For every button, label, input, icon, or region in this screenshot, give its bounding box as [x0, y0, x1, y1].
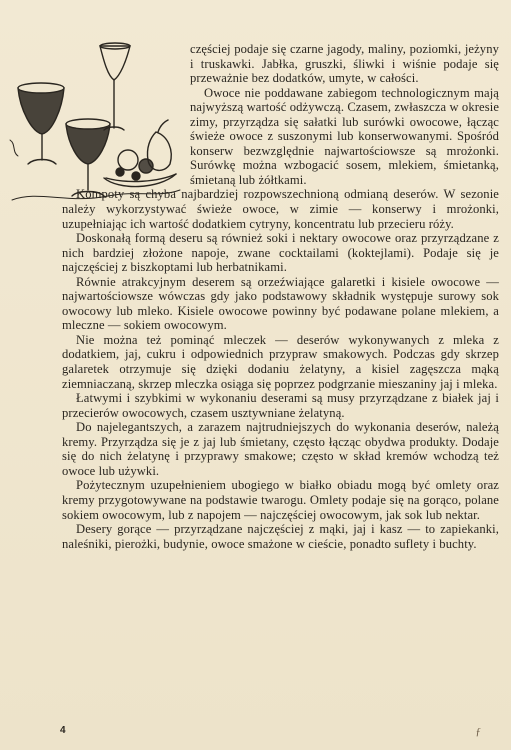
paragraph: Kompoty są chyba najbardziej rozpowszechnioną odmianą deserów. W sezonie należy wykorzystywać świeże owoce, w zimie — konserwy i mrożonki, uzupełniając ich wartość dodatkiem cytryny, koncentratu lub przecieru róży.	[62, 187, 499, 231]
paragraph: Owoce nie poddawane zabiegom technologicznym mają najwyższą wartość odżywczą. Czasem, zwłaszcza w okresie zimy, przyrządza się sałatki lub surówki owocowe, łącząc świeże owoce z suszonymi lub konserwowanymi. Spośród konserw bezwzględnie najwartościowsze są mrożonki. Surówkę można wzbogacić sosem, mlekiem, śmietanką, śmietaną lub żółtkami.	[190, 85, 500, 187]
paragraph: Równie atrakcyjnym deserem są orzeźwiające galaretki i kisiele owocowe — najwartościowsze wówczas gdy jako podstawowy składnik występuje surowy sok owocowy lub mleko. Kisiele owocowe powinny być podawane polane mlekiem, a mleczne — sokiem owocowym.	[62, 274, 499, 333]
text-beside-illustration	[190, 42, 499, 187]
page-number: 4	[60, 725, 66, 736]
paragraph: Nie można też pominąć mleczek — deserów wykonywanych z mleka z dodatkiem, jaj, cukru i odpowiednich przypraw smakowych. Podczas gdy skrzep galaretek otrzymuje się dzięki dodaniu żelatyny, a kisiel zagęszcza mąką ziemniaczaną, skrzep mleczka osiąga się poprzez podgrzanie mieszaniny jaj i mleka.	[62, 332, 499, 391]
paragraph: Łatwymi i szybkimi w wykonaniu deserami są musy przyrządzane z białek jaj i przecierów owocowych, czasem usztywniane żelatyną.	[62, 391, 499, 420]
body-text	[62, 42, 499, 551]
paragraph: Do najelegantszych, a zarazem najtrudniejszych do wykonania deserów, należą kremy. Przyrządza się je z jaj lub śmietany, często łącząc obydwa produkty. Dodaje się do nich żelatynę i przyprawy smakowe; często w skład kremów wchodzą też owoce lub używki.	[62, 420, 499, 478]
paragraph: Desery gorące — przyrządzane najczęściej z mąki, jaj i kasz — to zapiekanki, naleśniki, pierożki, budynie, owoce smażone w cieście, ponadto suflety i buchty.	[62, 522, 499, 551]
paragraph: Pożytecznym uzupełnieniem ubogiego w białko obiadu mogą być omlety oraz kremy przygotowywane na podstawie twarogu. Omlety podaje się na gorąco, polane sokiem owocowym, lub z napojem — najczęściej owocowym, jak sok lub nektar.	[62, 478, 499, 522]
corner-mark: ƒ	[475, 726, 481, 738]
paragraph: częściej podaje się czarne jagody, maliny, poziomki, jeżyny i truskawki. Jabłka, gruszki, śliwki i wiśnie podaje się przeważnie bez dodatków, umyte, w całości.	[190, 42, 499, 86]
paragraph: Doskonałą formą deseru są również soki i nektary owocowe oraz przyrządzane z nich bardziej złożone napoje, zwane cocktailami (koktejlami). Podaje się je najczęściej z biszkoptami lub herbatnikami.	[62, 231, 499, 275]
